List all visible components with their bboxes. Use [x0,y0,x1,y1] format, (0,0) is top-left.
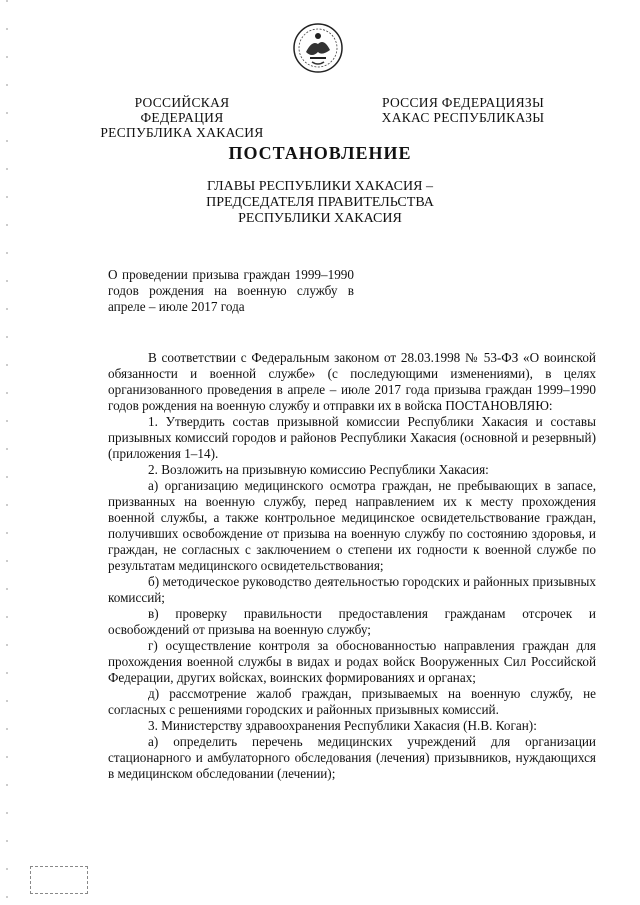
document-subject: О проведении призыва граждан 1999–1990 годов рождения на военную службу в апреле – июле 2017 года [108,267,354,314]
header-russian [92,95,272,140]
scan-margin-marks [6,0,8,905]
header-right-line1: РОССИЯ ФЕДЕРАЦИЯЗЫ [381,95,545,110]
subtitle-line: ГЛАВЫ РЕСПУБЛИКИ ХАКАСИЯ – [207,179,433,194]
paragraph: в) проверку правильности предоставления гражданам отсрочек и освобождений от призыва на военную службу; [108,606,596,637]
paragraph: В соответствии с Федеральным законом от 28.03.1998 № 53-ФЗ «О воинской обязанности и военной службе» (с последующими изменениями), в целях организованного проведения в апреле – июле 2017 года призыва граждан 1999–1990 годов рождения на военную службу и отправки их в войска ПОСТАНОВЛЯЮ: [108,350,596,413]
coat-of-arms-emblem [292,22,344,74]
paragraph: д) рассмотрение жалоб граждан, призываемых на военную службу, не согласных с решениями городских и районных призывных комиссий. [108,686,596,717]
header-right-line2: ХАКАС РЕСПУБЛИКАЗЫ [381,110,545,125]
paragraph: 1. Утвердить состав призывной комиссии Республики Хакасия и составы призывных комиссий городов и районов Республики Хакасия (основной и резервный) (приложения 1–14). [108,414,596,461]
paragraph: 2. Возложить на призывную комиссию Республики Хакасия: [148,462,489,477]
paragraph: 3. Министерству здравоохранения Республики Хакасия (Н.В. Коган): [148,718,537,733]
header-left-line1: РОССИЙСКАЯ ФЕДЕРАЦИЯ [134,95,230,125]
header-left-line2: РЕСПУБЛИКА ХАКАСИЯ [100,125,264,140]
paragraph: а) организацию медицинского осмотра граждан, не пребывающих в запасе, призванных на военную службу, перед направлением их к месту прохождения военной службы, а также контрольное медицинское освидетельствование граждан, получивших освобождение от призыва на военную службу по состоянию здоровья, и граждан, не согласных с заключением о степени их годности к военной службе по результатам медицинского освидетельствования; [108,478,596,573]
document-body [108,350,596,782]
paragraph: г) осуществление контроля за обоснованностью направления граждан для прохождения военной службы в видах и родах войск Вооруженных Сил Российской Федерации, других войсках, воинских формированиях и органах; [108,638,596,685]
document-subtitle [160,179,480,227]
paragraph: а) определить перечень медицинских учреждений для организации стационарного и амбулаторного обследования (лечения) призывников, нуждающихся в медицинском обследовании (лечении); [108,734,596,781]
registration-stamp [30,866,88,894]
header-khakas [378,95,548,125]
subtitle-line: РЕСПУБЛИКИ ХАКАСИЯ [238,211,402,226]
document-title: ПОСТАНОВЛЕНИЕ [228,143,412,163]
subtitle-line: ПРЕДСЕДАТЕЛЯ ПРАВИТЕЛЬСТВА [206,195,434,210]
paragraph: б) методическое руководство деятельностью городских и районных призывных комиссий; [108,574,596,605]
